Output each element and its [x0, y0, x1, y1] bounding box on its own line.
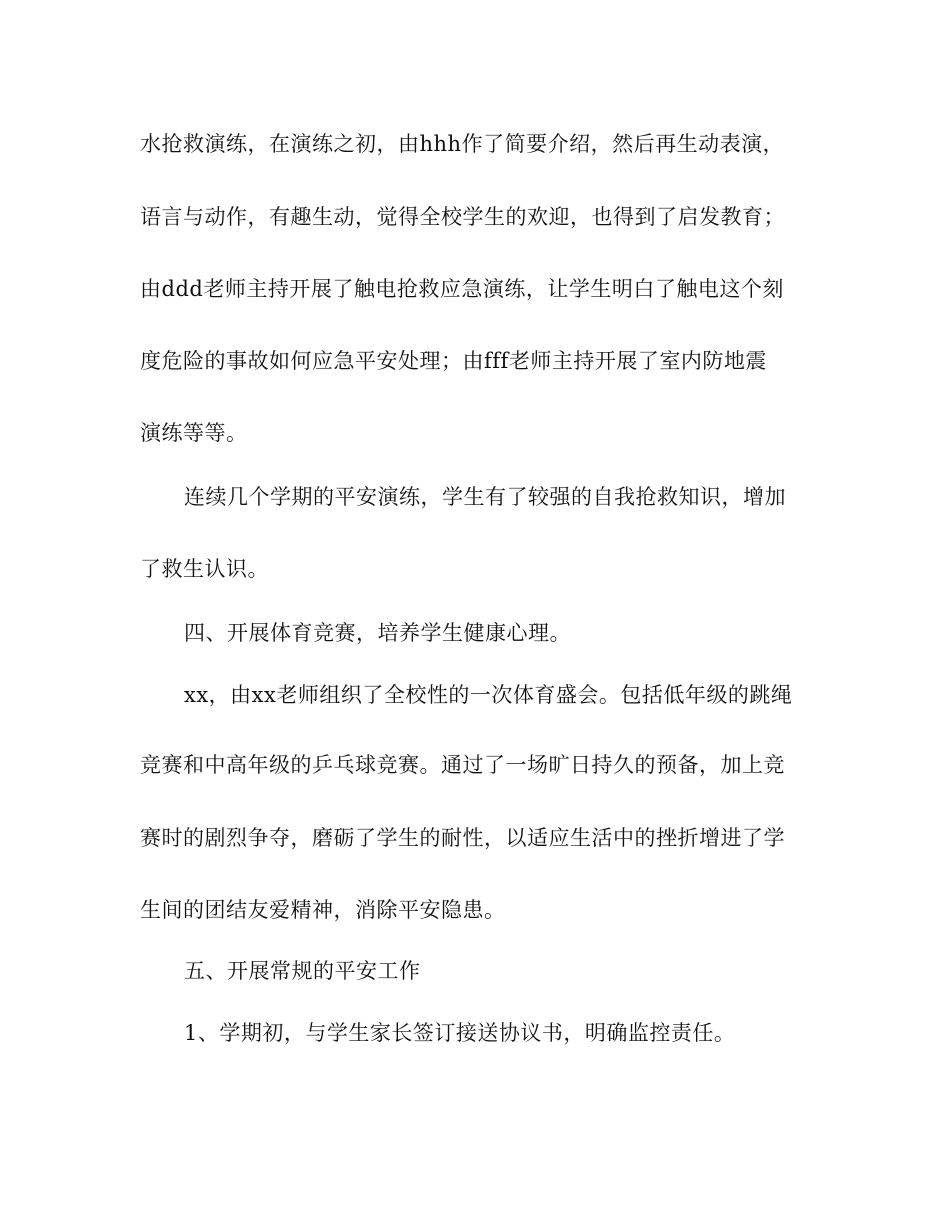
text-line: 竞赛和中高年级的乒乓球竞赛。通过了一场旷日持久的预备，加上竞 [140, 753, 785, 777]
list-item: 1、学期初，与学生家长签订接送协议书，明确监控责任。 [184, 1021, 736, 1045]
text-line: 语言与动作，有趣生动，觉得全校学生的欢迎，也得到了启发教育； [140, 205, 785, 229]
section-heading: 五、开展常规的平安工作 [184, 959, 421, 983]
text-line: 赛时的剧烈争夺，磨砺了学生的耐性，以适应生活中的挫折增进了学 [140, 826, 785, 850]
section-heading: 四、开展体育竞赛，培养学生健康心理。 [184, 621, 571, 645]
text-line: 水抢救演练，在演练之初，由hhh作了简要介绍，然后再生动表演， [140, 132, 785, 156]
text-line: 生间的团结友爱精神，消除平安隐患。 [140, 898, 506, 922]
text-line: 了救生认识。 [140, 557, 269, 581]
text-line: 由ddd老师主持开展了触电抢救应急演练，让学生明白了触电这个刻 [140, 277, 784, 301]
paragraph-start-line: xx，由xx老师组织了全校性的一次体育盛会。包括低年级的跳绳 [184, 683, 793, 707]
text-line: 度危险的事故如何应急平安处理；由fff老师主持开展了室内防地震 [140, 349, 767, 373]
paragraph-start-line: 连续几个学期的平安演练，学生有了较强的自我抢救知识，增加 [184, 485, 786, 509]
text-line: 演练等等。 [140, 421, 248, 445]
